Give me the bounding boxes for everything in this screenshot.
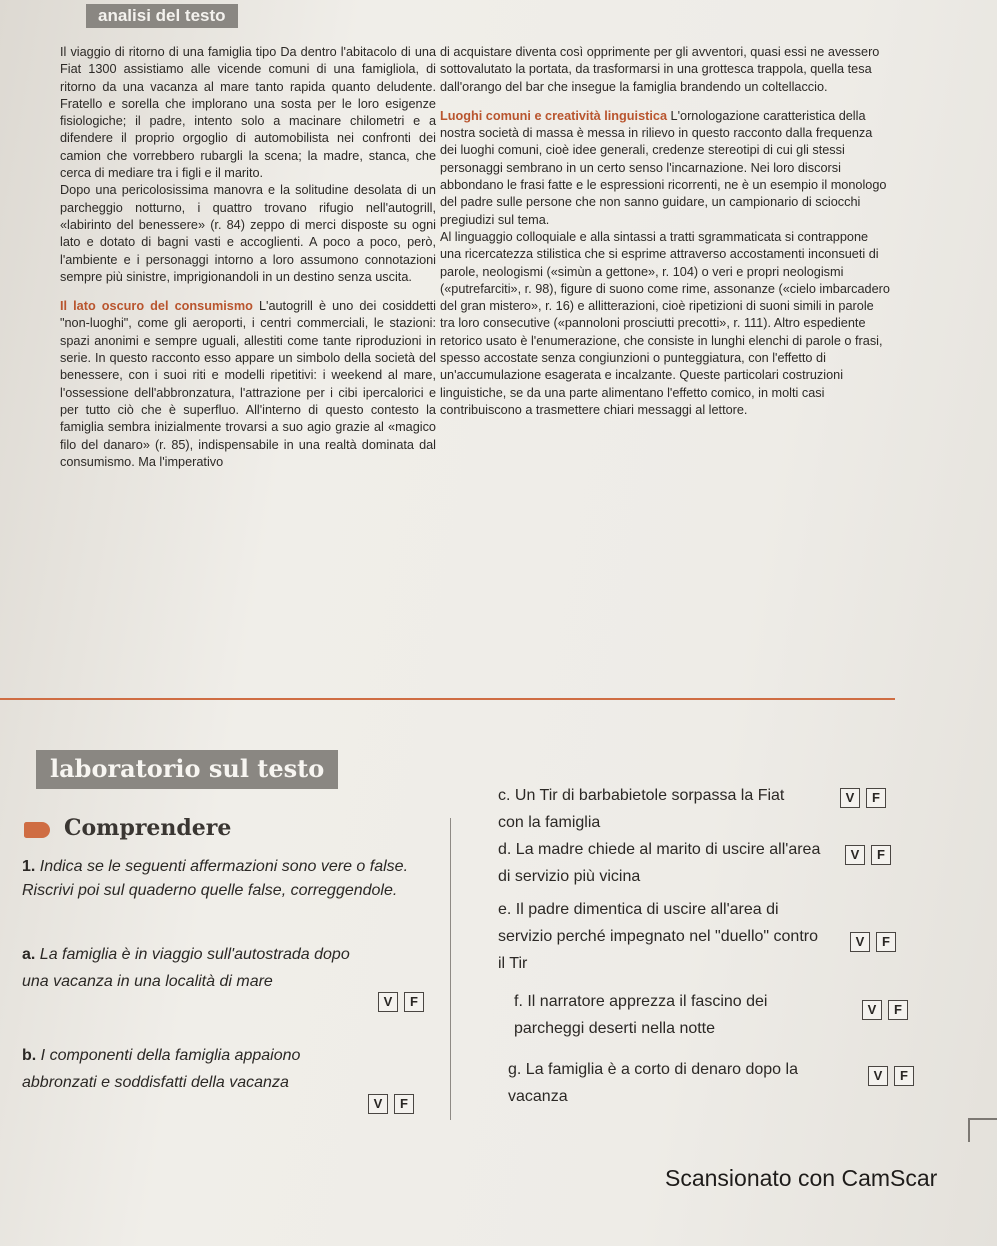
false-checkbox[interactable]: F [866, 788, 886, 808]
false-checkbox[interactable]: F [871, 845, 891, 865]
vf-b [368, 1094, 414, 1114]
pencil-icon [24, 822, 50, 838]
right-text-column [440, 44, 890, 419]
statement-text: La famiglia è in viaggio sull'autostrada dopo una vacanza in una località di mare [22, 946, 350, 990]
paragraph-text: Il viaggio di ritorno di una famiglia tipo Da dentro l'abitacolo di una Fiat 1300 assistiamo alle vicende comuni di una famigliola, di ritorno da una vacanza al mare tanto rapida quanto deludente. Fratello e sorella che implorano una sosta per le loro esigenze fisiologiche; il padre, intento solo a macinare chilometri e a difendere il proprio orgoglio di automobilista nei confronti dei camion che vorrebbero rubargli la scena; la madre, stanca, che cerca di mediare tra i figli e il marito. [60, 45, 436, 181]
statement-b: b. I componenti della famiglia appaiono abbronzati e soddisfatti della vacanza [22, 1047, 301, 1091]
section-tag: analisi del testo [86, 4, 238, 28]
vf-a [378, 992, 424, 1012]
paragraph-text: L'ornologazione caratteristica della nostra società di massa è messa in rilievo in questo racconto dalla frequenza dei luoghi comuni, cioè idee generali, credenze stereotipi di cui gli stessi personaggi sembrano in un certo senso l'incarnazione. Nei loro discorsi abbondano le frasi fatte e le espressioni ricorrenti, ne è un esempio il monologo del padre sulle persone che non sanno guidare, un campionario di sciocchi pregiudizi sul tema. [440, 108, 887, 227]
scanner-watermark: Scansionato con CamScar [665, 1165, 938, 1191]
column-divider [450, 818, 451, 1120]
true-checkbox[interactable]: V [862, 1000, 882, 1020]
true-checkbox[interactable]: V [868, 1066, 888, 1086]
vf-e [850, 932, 896, 952]
section-divider [0, 698, 895, 706]
statement-e: e. Il padre dimentica di uscire all'area di servizio perché impegnato nel "duello" contro il Tir [498, 901, 818, 972]
left-text-column [60, 44, 436, 471]
false-checkbox[interactable]: F [894, 1066, 914, 1086]
statement-text: La madre chiede al marito di uscire all'area di servizio più vicina [498, 841, 821, 885]
exercise-number: 1. [22, 858, 36, 875]
true-checkbox[interactable]: V [845, 845, 865, 865]
statement-d: d. La madre chiede al marito di uscire all'area di servizio più vicina [498, 841, 821, 885]
statement-text: Il narratore apprezza il fascino dei parcheggi deserti nella notte [514, 993, 768, 1037]
statement-text: La famiglia è a corto di denaro dopo la vacanza [508, 1061, 798, 1105]
statement-text: Un Tir di barbabietole sorpassa la Fiat con la famiglia [498, 787, 785, 831]
exercise-text: Indica se le seguenti affermazioni sono vere o false. Riscrivi poi sul quaderno quelle false, correggendole. [22, 858, 409, 899]
paragraph-lead: Il lato oscuro del consumismo [60, 299, 253, 314]
statement-c: c. Un Tir di barbabietole sorpassa la Fiat con la famiglia [498, 787, 785, 831]
statement-text: Il padre dimentica di uscire all'area di servizio perché impegnato nel "duello" contro il Tir [498, 901, 818, 972]
paragraph-text: di acquistare diventa così opprimente per gli avventori, quasi essi ne avessero sottovalutato la portata, da trasformarsi in una grottesca trappola, quella tesa dall'orango del bar che insegue la famiglia brandendo un coltellaccio. [440, 45, 880, 94]
true-checkbox[interactable]: V [850, 932, 870, 952]
paragraph-text: Dopo una pericolosissima manovra e la solitudine desolata di un parcheggio notturno, i quattro trovano rifugio nell'autogrill, «labirinto del benessere» (r. 84) zeppo di merci disposte su ogni lato e dotato di bagni vasti e accoglienti. A poco a poco, però, l'ambiente e i personaggi intorno a loro assumono connotazioni sempre più sinistre, imprigionandoli in un destino senza uscita. [60, 183, 436, 284]
true-checkbox[interactable]: V [840, 788, 860, 808]
paragraph-lato-oscuro [60, 298, 436, 471]
vf-g [868, 1066, 914, 1086]
true-checkbox[interactable]: V [368, 1094, 388, 1114]
statement-f: f. Il narratore apprezza il fascino dei parcheggi deserti nella notte [514, 993, 768, 1037]
paragraph-text: Al linguaggio colloquiale e alla sintassi a tratti sgrammaticata si contrappone una ricercatezza stilistica che si esprime attraverso accostamenti inconsueti di parole, neologismi («simùn a gettone», r. 104) o veri e propri neologismi («putrefarciti», r. 98), figure di suono come rime, assonanze («cielo imbarcadero del gran mistero», r. 16) e allitterazioni, cioè ripetizioni di suoni simili in parole tra loro consecutive («pannoloni prosciutti precotti», r. 111). Altro espediente retorico usato è l'enumerazione, che consiste in lunghi elenchi di parole o frasi, spesso accostate senza congiunzioni o punteggiatura, con l'effetto di un'accumulazione esagerata e incalzante. Queste particolari costruzioni linguistiche, se da una parte alimentano l'effetto comico, in molti casi contribuiscono a trasmettere chiari messaggi al lettore. [440, 229, 890, 417]
paragraph-luoghi-comuni [440, 108, 890, 229]
statement-g: g. La famiglia è a corto di denaro dopo la vacanza [508, 1061, 798, 1105]
paragraph-acquistare [440, 44, 890, 96]
lab-title: laboratorio sul testo [36, 750, 338, 789]
paragraph-text: L'autogrill è uno dei cosiddetti "non-luoghi", come gli aeroporti, i centri commerciali, le stazioni: spazi anonimi e sempre uguali, allestiti come tante riproduzioni in serie. In questo racconto esso appare un simbolo della società del benessere, con i suoi riti e modelli ripetitivi: i weekend al mare, l'ossessione dell'abbronzatura, l'attrazione per i cibi ipercalorici e per tutto ciò che è superfluo. All'interno di questo contesto la famiglia sembra inizialmente trovarsi a suo agio grazie al «magico filo del danaro» (r. 85), indispensabile in una realtà dominata dal consumismo. Ma l'imperativo [60, 299, 437, 469]
false-checkbox[interactable]: F [404, 992, 424, 1012]
true-checkbox[interactable]: V [378, 992, 398, 1012]
paragraph-dopo [60, 182, 436, 286]
comprendere-heading: Comprendere [64, 815, 232, 841]
page-corner [968, 1118, 997, 1142]
paragraph-linguaggio [440, 229, 890, 419]
vf-d [845, 845, 891, 865]
vf-f [862, 1000, 908, 1020]
vf-c [840, 788, 886, 808]
paragraph-lead: Luoghi comuni e creatività linguistica [440, 108, 668, 123]
statement-a: a. La famiglia è in viaggio sull'autostrada dopo una vacanza in una località di mare [22, 946, 350, 990]
false-checkbox[interactable]: F [876, 932, 896, 952]
paragraph-viaggio [60, 44, 436, 182]
exercise-instruction [22, 855, 432, 903]
false-checkbox[interactable]: F [394, 1094, 414, 1114]
statement-text: I componenti della famiglia appaiono abbronzati e soddisfatti della vacanza [22, 1047, 301, 1091]
false-checkbox[interactable]: F [888, 1000, 908, 1020]
